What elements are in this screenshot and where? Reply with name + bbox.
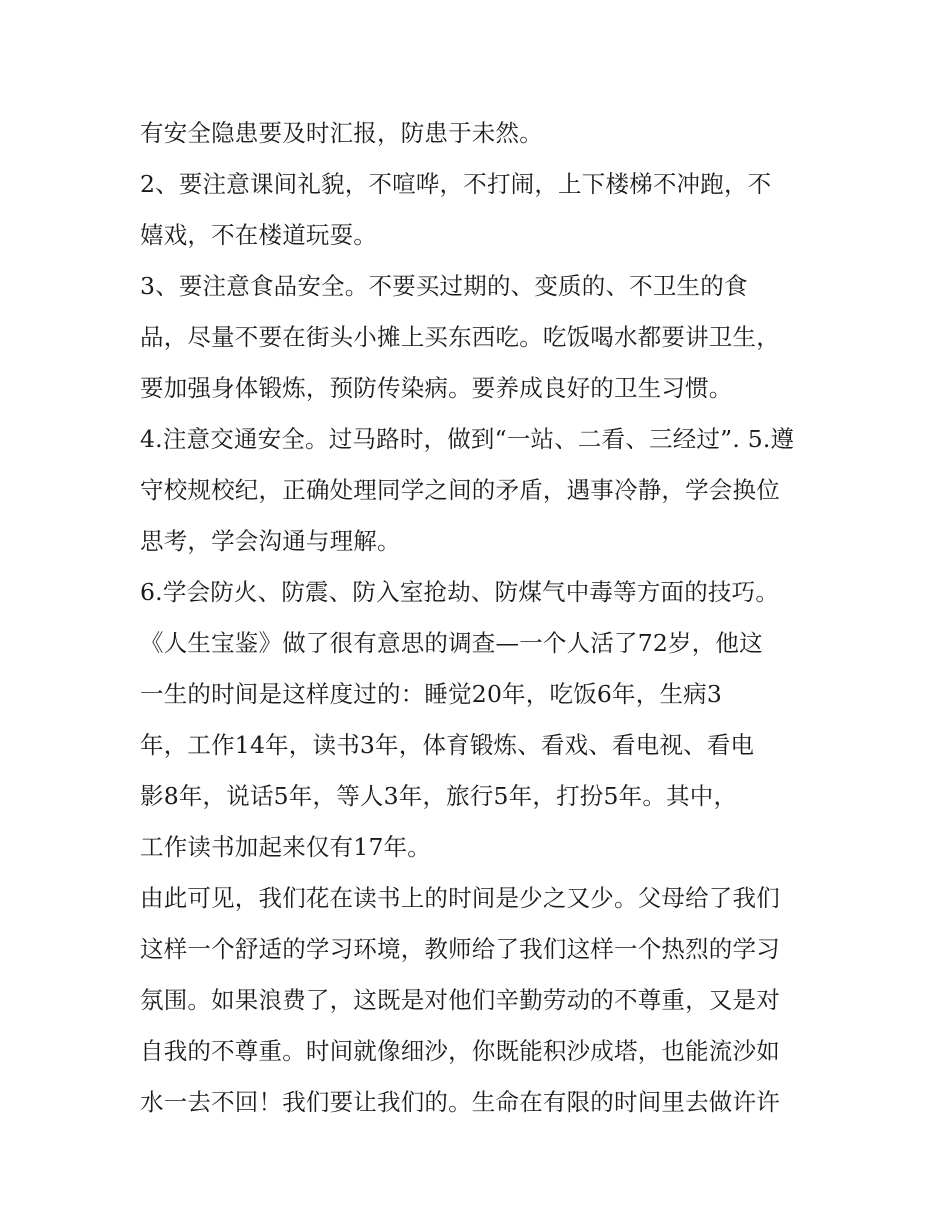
text-line: 守校规校纪，正确处理同学之间的矛盾，遇事冷静，学会换位 [140,476,780,504]
text-line: 6.学会防火、防震、防入室抢劫、防煤气中毒等方面的技巧。 [140,578,780,606]
text-line: 工作读书加起来仅有17年。 [140,833,432,861]
text-line: 由此可见，我们花在读书上的时间是少之又少。父母给了我们 [140,884,780,912]
text-line: 3、要注意食品安全。不要买过期的、变质的、不卫生的食 [140,272,748,300]
text-line: 嬉戏，不在楼道玩耍。 [140,221,377,249]
document-body [140,108,815,1128]
text-line: 4.注意交通安全。过马路时，做到“一站、二看、三经过”. 5.遵 [140,425,795,453]
text-line: 《人生宝鉴》做了很有意思的调查—一个人活了72岁，他这 [140,629,763,657]
text-line: 要加强身体锻炼，预防传染病。要养成良好的卫生习惯。 [140,374,733,402]
text-line: 年，工作14年，读书3年，体育锻炼、看戏、看电视、看电 [140,731,755,759]
text-line: 这样一个舒适的学习环境，教师给了我们这样一个热烈的学习 [140,935,780,963]
text-line: 有安全隐患要及时汇报，防患于未然。 [140,119,543,147]
text-line: 自我的不尊重。时间就像细沙，你既能积沙成塔，也能流沙如 [140,1037,780,1065]
text-line: 一生的时间是这样度过的：睡觉20年，吃饭6年，生病3 [140,680,723,708]
text-line: 思考，学会沟通与理解。 [140,527,401,555]
text-line: 水一去不回！我们要让我们的。生命在有限的时间里去做许许 [140,1088,780,1116]
text-line: 品，尽量不要在街头小摊上买东西吃。吃饭喝水都要讲卫生， [140,323,780,351]
text-line: 2、要注意课间礼貌，不喧哗，不打闹，上下楼梯不冲跑，不 [140,170,772,198]
text-line: 氛围。如果浪费了，这既是对他们辛勤劳动的不尊重，又是对 [140,986,780,1014]
text-line: 影8年，说话5年，等人3年，旅行5年，打扮5年。其中， [140,782,738,810]
